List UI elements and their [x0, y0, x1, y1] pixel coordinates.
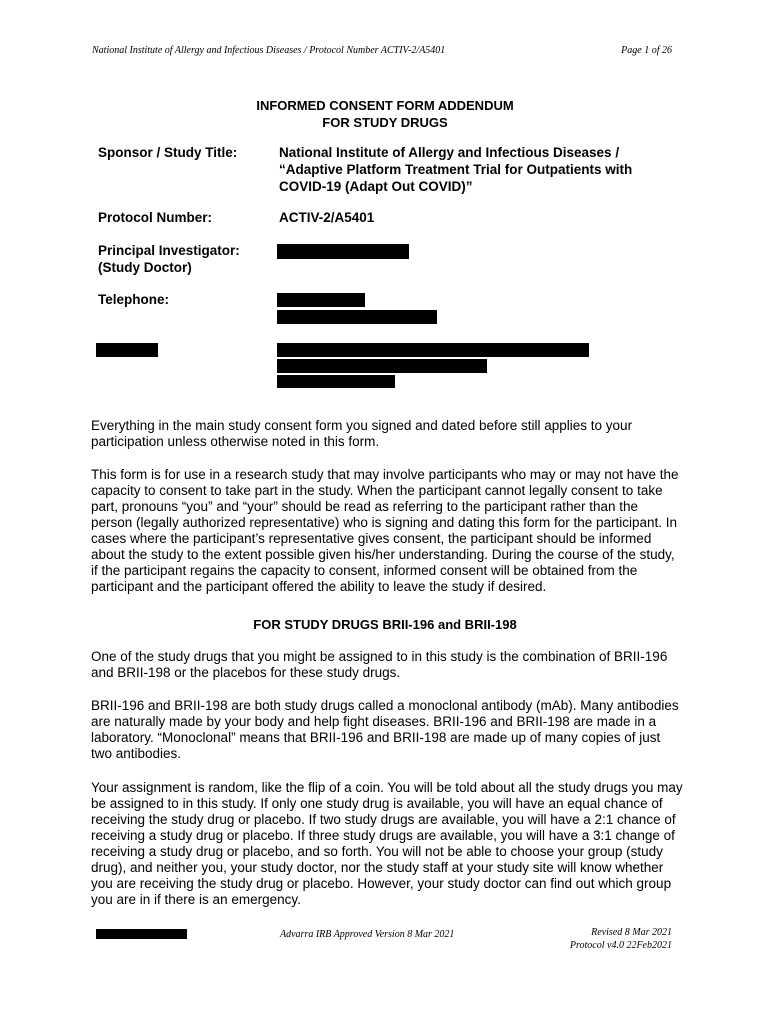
paragraph-monoclonal: BRII-196 and BRII-198 are both study drugs called a monoclonal antibody (mAb). Many antibodies are naturally made by your body and help fight diseases. BRII-196 and BRII-198 are made in a laboratory. “Monoclonal” means that BRII-196 and BRII-198 are made up of many copies of just two antibodies.	[91, 698, 679, 761]
running-header: National Institute of Allergy and Infectious Diseases / Protocol Number ACTIV-2/A5401	[92, 45, 446, 56]
protocol-version: Protocol v4.0 22Feb2021	[569, 940, 672, 951]
paragraph-main-consent: Everything in the main study consent form you signed and dated before still applies to your participation unless otherwise noted in this form.	[91, 418, 633, 449]
redaction-bar-footer	[96, 929, 187, 939]
document-title: INFORMED CONSENT FORM ADDENDUM	[256, 98, 514, 113]
redaction-bar-label	[96, 343, 158, 357]
protocol-value: ACTIV-2/A5401	[279, 210, 375, 225]
paragraph-capacity: This form is for use in a research study that may involve participants who may or may not have the capacity to consent to take part in the study. When the participant cannot legally consent to take part, pronouns “you” and “your” should be read as referring to the participant rather than the person (legally authorized representative) who is signing and dating this form for the participant. In cases where the participant’s representative gives consent, the participant should be informed about the study to the extent possible given his/her understanding. During the course of the study, if the participant regains the capacity to consent, informed consent will be obtained from the participant and the participant offered the ability to leave the study if desired.	[91, 467, 679, 594]
irb-approval: Advarra IRB Approved Version 8 Mar 2021	[280, 929, 455, 940]
paragraph-assignment: Your assignment is random, like the flip of a coin. You will be told about all the study drugs you may be assigned to in this study. If only one study drug is available, you will have an equal chance of receiving the study drug or placebo. If two study drugs are available, you will have a 2:1 chance of receiving a study drug or placebo. If three study drugs are available, you will have a 3:1 change of receiving a study drug or placebo, and so forth. You will not be able to choose your group (study drug), and neither you, your study doctor, nor the study staff at your study site will know whether you are receiving the study drug or placebo. However, your study doctor can find out which group you are in if there is an emergency.	[91, 780, 683, 907]
section-heading: FOR STUDY DRUGS BRII-196 and BRII-198	[253, 617, 517, 632]
document-subtitle: FOR STUDY DRUGS	[322, 115, 448, 130]
redaction-bar-address-2	[277, 359, 487, 373]
paragraph-study-drug: One of the study drugs that you might be assigned to in this study is the combination of BRII-196 and BRII-198 or the placebos for these study drugs.	[91, 649, 668, 680]
redaction-bar-address-3	[277, 375, 395, 388]
redaction-bar-telephone-2	[277, 310, 437, 324]
telephone-label: Telephone:	[98, 292, 170, 307]
protocol-label: Protocol Number:	[98, 210, 213, 225]
page-number: Page 1 of 26	[621, 45, 672, 56]
revision-info	[570, 926, 672, 952]
revised-date: Revised 8 Mar 2021	[591, 927, 672, 938]
redaction-bar-telephone	[277, 293, 365, 307]
sponsor-label: Sponsor / Study Title:	[98, 145, 238, 160]
principal-investigator-label: Principal Investigator:	[98, 243, 240, 258]
redaction-bar-pi	[277, 244, 409, 259]
redaction-bar-address-1	[277, 343, 589, 357]
sponsor-value: National Institute of Allergy and Infectious Diseases / “Adaptive Platform Treatment Trial for Outpatients with COVID-19 (Adapt Out COVID)”	[279, 145, 633, 194]
study-doctor-label: (Study Doctor)	[98, 260, 192, 275]
